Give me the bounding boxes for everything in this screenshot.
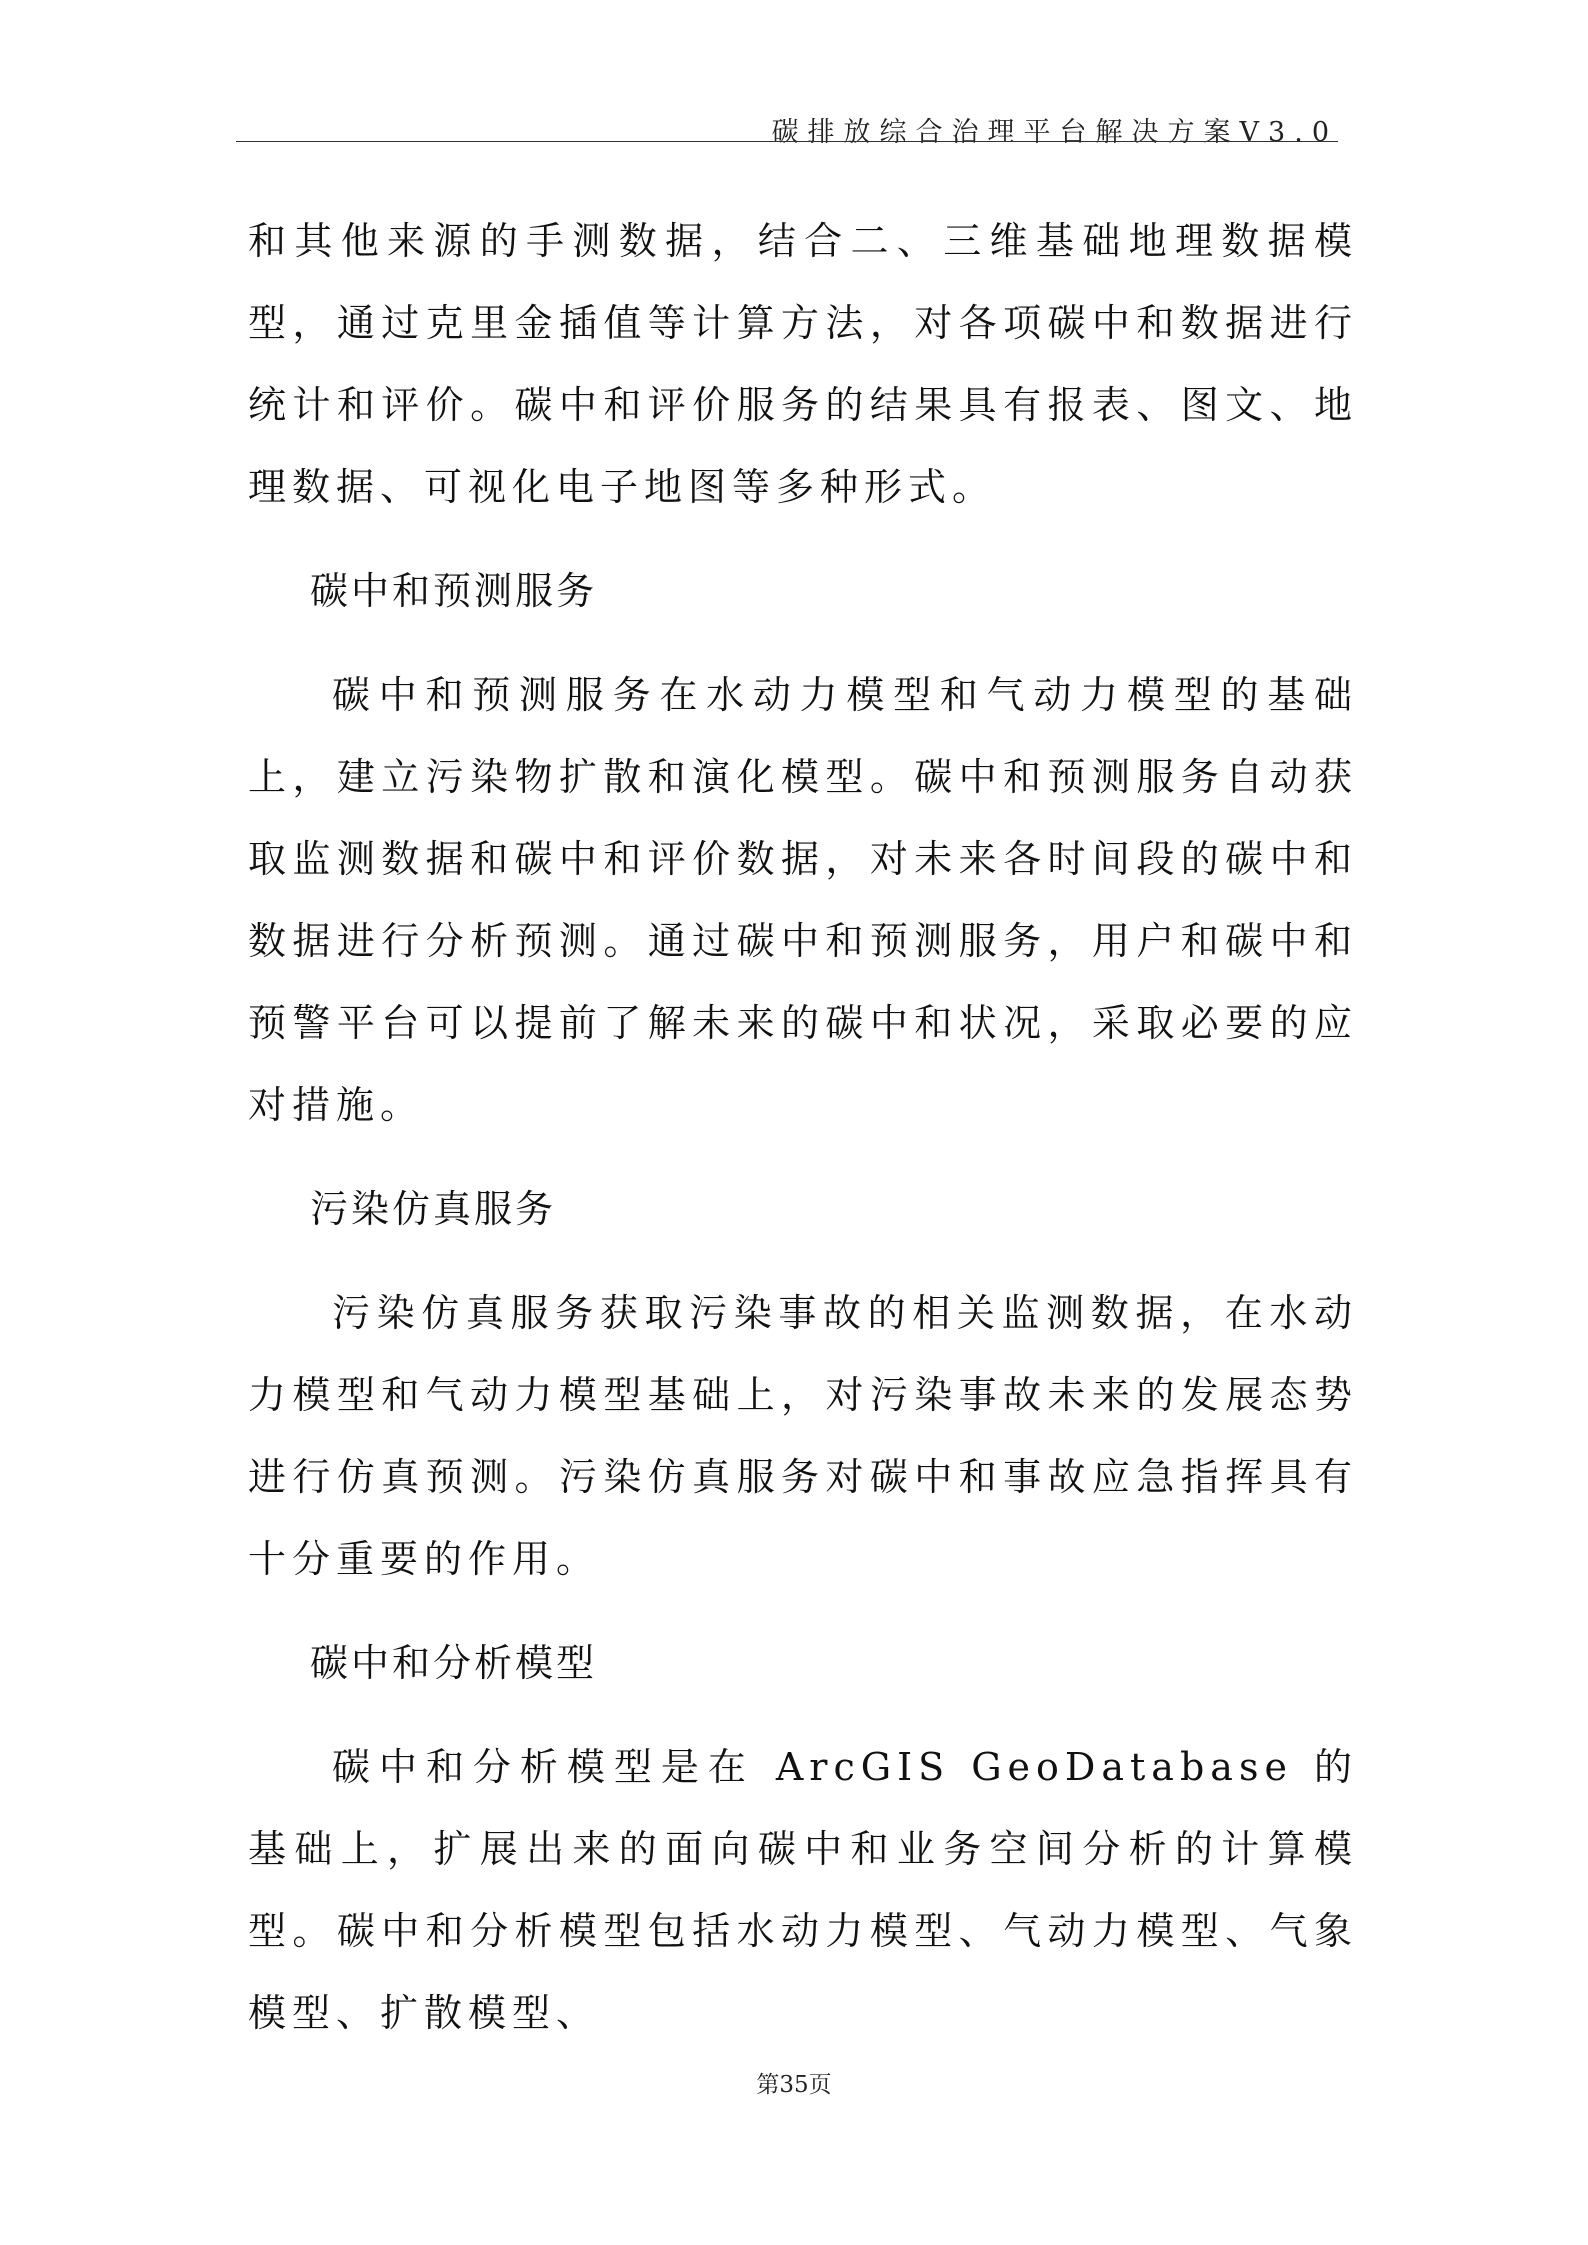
page-header-title: 碳排放综合治理平台解决方案V3.0 (771, 117, 1338, 148)
paragraph-continuation: 和其他来源的手测数据，结合二、三维基础地理数据模型，通过克里金插值等计算方法，对各项碳中和数据进行统计和评价。碳中和评价服务的结果具有报表、图文、地理数据、可视化电子地图等多种形式。 (248, 219, 1358, 509)
paragraph-analysis-model: 碳中和分析模型是在 ArcGIS GeoDatabase 的基础上，扩展出来的面向碳中和业务空间分析的计算模型。碳中和分析模型包括水动力模型、气动力模型、气象模型、扩散模型、 (248, 1745, 1358, 2035)
section-heading-prediction-service: 碳中和预测服务 (310, 569, 598, 613)
section-heading-pollution-simulation: 污染仿真服务 (310, 1187, 557, 1231)
section-heading-analysis-model: 碳中和分析模型 (310, 1641, 598, 1685)
page-number: 第35页 (756, 2072, 832, 2098)
document-body (248, 200, 1358, 2054)
paragraph-pollution-simulation: 污染仿真服务获取污染事故的相关监测数据，在水动力模型和气动力模型基础上，对污染事故未来的发展态势进行仿真预测。污染仿真服务对碳中和事故应急指挥具有十分重要的作用。 (248, 1291, 1358, 1581)
header-divider (236, 141, 1338, 142)
paragraph-prediction-service: 碳中和预测服务在水动力模型和气动力模型的基础上，建立污染物扩散和演化模型。碳中和预测服务自动获取监测数据和碳中和评价数据，对未来各时间段的碳中和数据进行分析预测。通过碳中和预测服务，用户和碳中和预警平台可以提前了解未来的碳中和状况，采取必要的应对措施。 (248, 673, 1358, 1127)
